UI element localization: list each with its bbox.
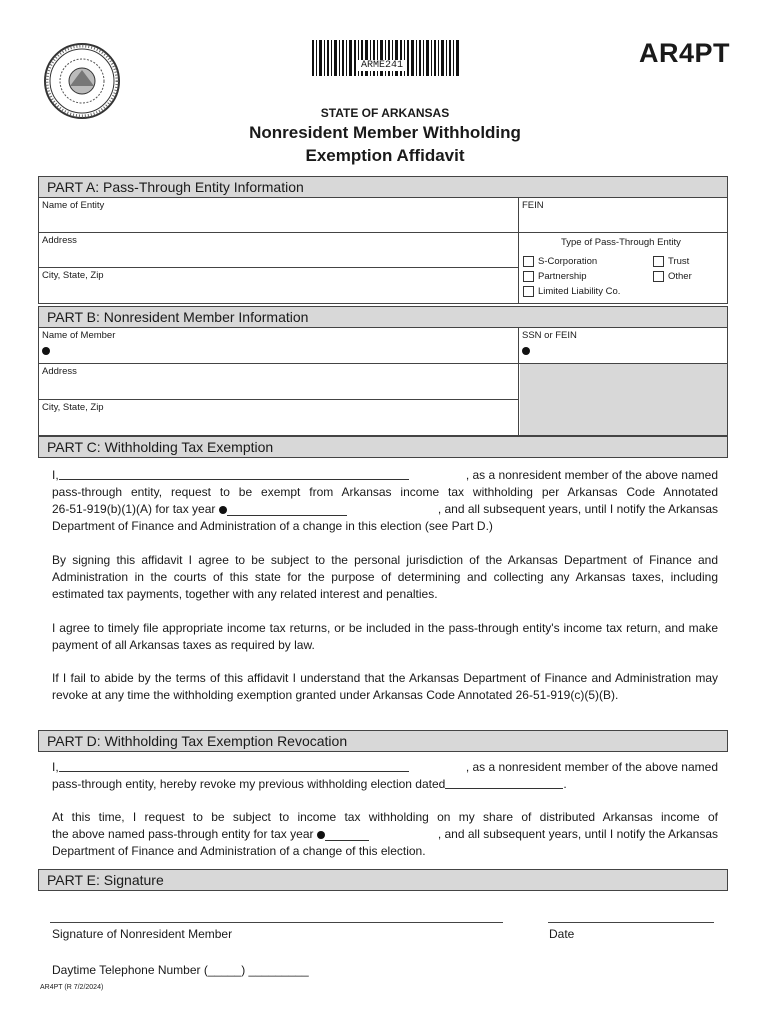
s-corp-checkbox[interactable] xyxy=(523,256,534,267)
option-trust[interactable]: Trust xyxy=(653,256,689,267)
page-title-line1: Nonresident Member Withholding xyxy=(249,123,521,142)
part-b-grid xyxy=(38,328,728,436)
bullet-icon xyxy=(522,347,530,355)
bullet-icon xyxy=(42,347,50,355)
barcode-text: ARME241 xyxy=(358,60,406,71)
member-name-label: Name of Member xyxy=(42,330,116,341)
entity-address-field[interactable] xyxy=(39,233,519,268)
option-llc[interactable]: Limited Liability Co. xyxy=(523,286,620,297)
member-ssn-field[interactable] xyxy=(519,328,727,364)
part-c-paragraph-4: If I fail to abide by the terms of this affidavit I understand that the Arkansas Department of Finance and Administration may revoke at any time the withholding exemption granted under Arkansas Code Annotated 26-51-919(c)(5)(B). xyxy=(52,671,718,702)
bullet-icon xyxy=(219,506,227,514)
date-label: Date xyxy=(549,927,575,941)
revocation-name-blank[interactable] xyxy=(59,759,409,772)
part-a-grid xyxy=(38,198,728,304)
member-name-blank[interactable] xyxy=(59,467,409,480)
member-address-label: Address xyxy=(42,366,77,377)
revocation-tax-year-blank[interactable] xyxy=(325,828,369,841)
entity-city-label: City, State, Zip xyxy=(42,270,104,281)
revision-footer: AR4PT (R 7/2/2024) xyxy=(40,984,104,991)
part-c-paragraph-3: I agree to timely file appropriate income tax returns, or be included in the pass-through entity's income tax return, and make payment of all Arkansas taxes as required by law. xyxy=(52,621,718,652)
llc-checkbox[interactable] xyxy=(523,286,534,297)
member-city-label: City, State, Zip xyxy=(42,402,104,413)
other-checkbox[interactable] xyxy=(653,271,664,282)
date-line[interactable] xyxy=(548,922,714,923)
option-partnership[interactable]: Partnership xyxy=(523,271,587,282)
member-city-field[interactable] xyxy=(39,400,519,435)
signature-line[interactable] xyxy=(50,922,503,923)
member-name-field[interactable] xyxy=(39,328,519,364)
part-d-paragraph-1: I, , as a nonresident member of the above named pass-through entity, hereby revoke my previous withholding election dated . xyxy=(52,760,718,791)
entity-city-field[interactable] xyxy=(39,268,519,303)
part-c-paragraph-1: I, , as a nonresident member of the above named pass-through entity, request to be exempt from Arkansas income tax withholding per Arkansas Code Annotated 26-51-919(b)(1)(A) for tax year , and all subsequent years, until I notify the Arkansas Department of Finance and Administration of a change in this election (see Part D.) xyxy=(52,468,718,533)
trust-checkbox[interactable] xyxy=(653,256,664,267)
part-c-paragraph-2: By signing this affidavit I agree to be subject to the personal jurisdiction of the Arkansas Department of Finance and Administration in the courts of this state for the purpose of determining and collecting any Arkansas taxes, including estimated tax payments, together with any related interest and penalties. xyxy=(52,553,718,601)
partnership-checkbox[interactable] xyxy=(523,271,534,282)
part-d-header: PART D: Withholding Tax Exemption Revocation xyxy=(38,730,728,752)
part-c-header: PART C: Withholding Tax Exemption xyxy=(38,436,728,458)
signature-label: Signature of Nonresident Member xyxy=(52,927,233,941)
entity-name-label: Name of Entity xyxy=(42,200,105,211)
election-date-blank[interactable] xyxy=(445,776,563,789)
entity-fein-field[interactable] xyxy=(519,198,727,233)
part-d-paragraph-2: At this time, I request to be subject to income tax withholding on my share of distributed Arkansas income of the above named pass-through entity for tax year , and all subsequent years, until I notify the Arkansas Department of Finance and Administration of a change of this election. xyxy=(52,810,718,858)
part-b-header: PART B: Nonresident Member Information xyxy=(38,306,728,328)
phone-field[interactable]: Daytime Telephone Number (_____) _________ xyxy=(52,963,309,977)
bullet-icon xyxy=(317,831,325,839)
entity-address-label: Address xyxy=(42,235,77,246)
part-a-header: PART A: Pass-Through Entity Information xyxy=(38,176,728,198)
part-e-header: PART E: Signature xyxy=(38,869,728,891)
option-s-corp[interactable]: S-Corporation xyxy=(523,256,597,267)
entity-name-field[interactable] xyxy=(39,198,519,233)
entity-fein-label: FEIN xyxy=(522,200,544,211)
page-title-line2: Exemption Affidavit xyxy=(305,146,465,165)
state-heading: STATE OF ARKANSAS xyxy=(320,106,450,120)
entity-type-label: Type of Pass-Through Entity xyxy=(561,237,681,248)
member-address-field[interactable] xyxy=(39,364,519,400)
option-other[interactable]: Other xyxy=(653,271,692,282)
shaded-block xyxy=(520,364,727,435)
tax-year-blank[interactable] xyxy=(227,503,347,516)
entity-type-group xyxy=(519,233,727,303)
form-id: AR4PT xyxy=(638,38,730,68)
member-ssn-label: SSN or FEIN xyxy=(522,330,577,341)
